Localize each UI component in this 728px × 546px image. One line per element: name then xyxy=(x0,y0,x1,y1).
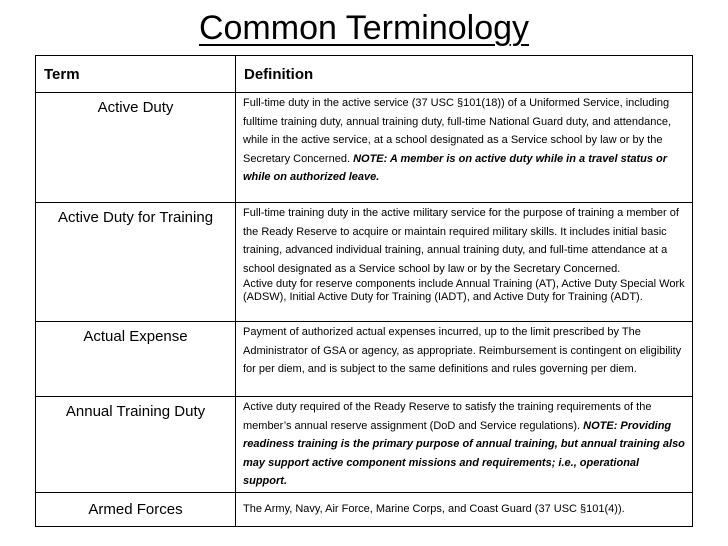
definition-cell xyxy=(236,203,693,322)
definition-text: The Army, Navy, Air Force, Marine Corps, and Coast Guard (37 USC §101(4)). xyxy=(243,502,625,515)
table-row xyxy=(36,203,693,322)
definition-note: NOTE: Providing readiness training is the primary purpose of annual training, but annual training also may support active component missions and requirements; i.e., operational support. xyxy=(243,419,685,487)
term-cell: Armed Forces xyxy=(36,492,236,526)
column-header-term: Term xyxy=(36,56,236,93)
term-cell: Actual Expense xyxy=(36,322,236,397)
definition-cell xyxy=(236,322,693,397)
table-row xyxy=(36,492,693,526)
definition-extra-text: Active duty for reserve components include Annual Training (AT), Active Duty Special Work (ADSW), Initial Active Duty for Training (IADT), and Active Duty for Training (ADT). xyxy=(243,278,685,303)
term-cell: Annual Training Duty xyxy=(36,397,236,493)
page-title: Common Terminology xyxy=(198,9,530,47)
definition-cell xyxy=(236,397,693,493)
table-row xyxy=(36,93,693,203)
table-row xyxy=(36,322,693,397)
terminology-table xyxy=(35,55,693,527)
definition-text: Payment of authorized actual expenses incurred, up to the limit prescribed by The Administrator of GSA or agency, as appropriate. Reimbursement is contingent on eligibility for per diem, and is subject to the same definitions and rules governing per diem. xyxy=(243,326,682,375)
definition-cell xyxy=(236,93,693,203)
definition-text: Active duty required of the Ready Reserve to satisfy the training requirements of the member’s annual reserve assignment (DoD and Service regulations). xyxy=(243,401,652,432)
table-header-row xyxy=(36,56,693,93)
definition-note: NOTE: A member is on active duty while in a travel status or while on authorized leave. xyxy=(243,152,668,183)
term-cell: Active Duty xyxy=(36,93,236,203)
column-header-definition: Definition xyxy=(236,56,693,93)
term-cell: Active Duty for Training xyxy=(36,203,236,322)
definition-cell xyxy=(236,492,693,526)
definition-text: Full-time training duty in the active military service for the purpose of training a member of the Ready Reserve to acquire or maintain required military skills. It includes initial basic training, advanced individual training, annual training duty, and full-time attendance at a school designated as a Service school by law or by the Secretary Concerned. xyxy=(243,207,679,275)
definition-text: Full-time duty in the active service (37 USC §101(18)) of a Uniformed Service, including fulltime training duty, annual training duty, full-time National Guard duty, and attendance, while in the active service, at a school designated as a Service school by law or by the Secretary Concerned. xyxy=(243,97,672,165)
table-row xyxy=(36,397,693,493)
